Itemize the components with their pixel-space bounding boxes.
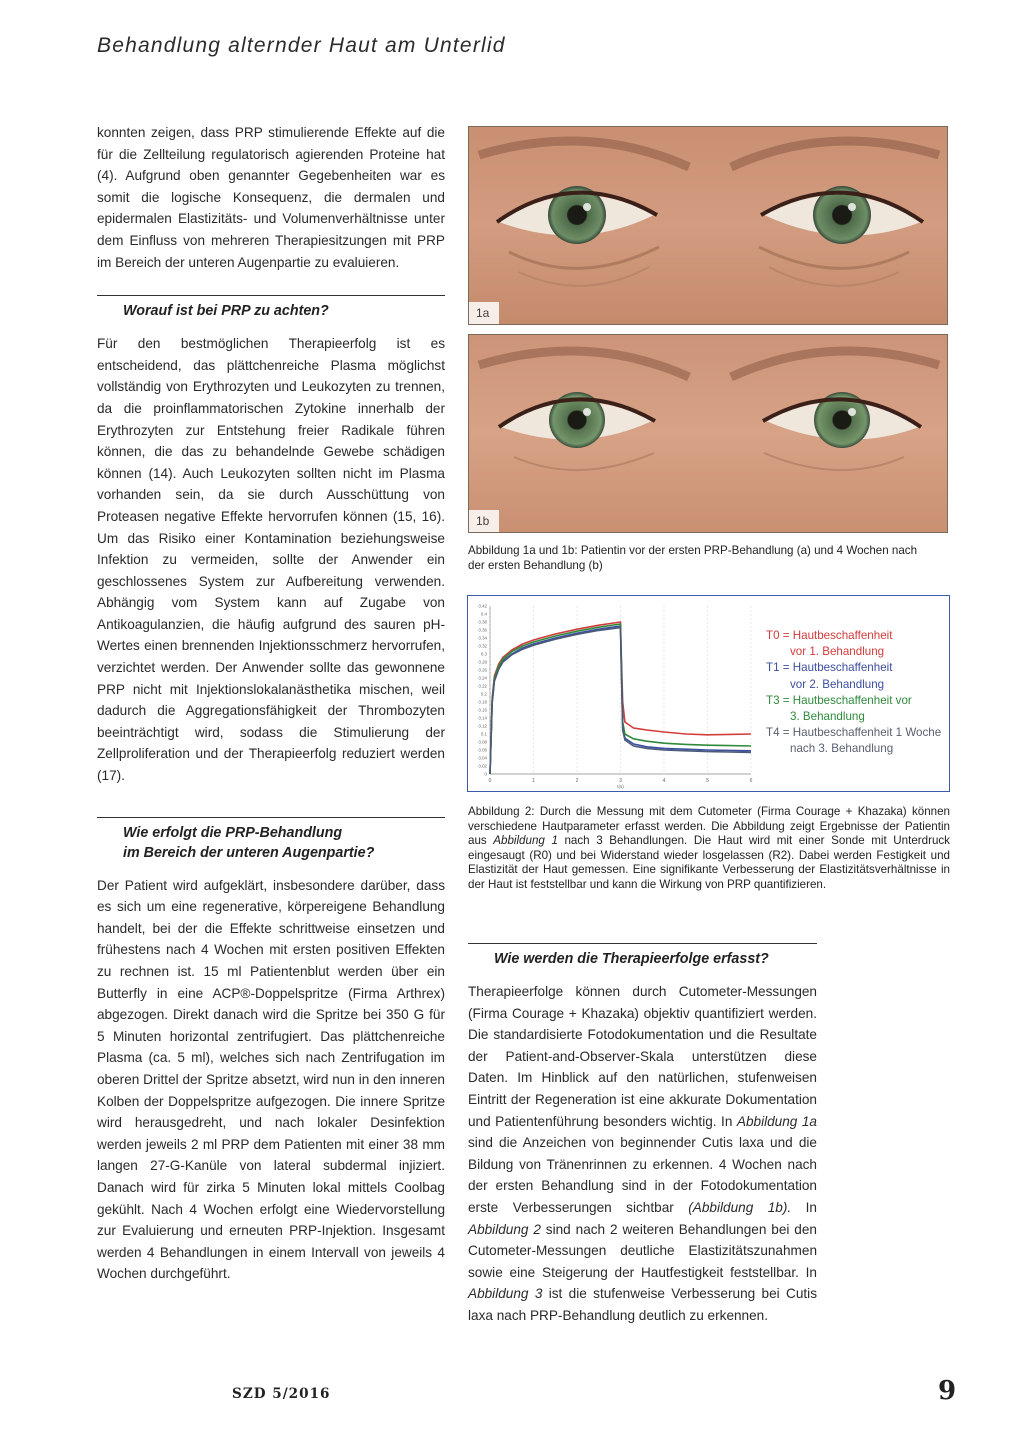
figure2-caption-part2: nach 3 Behandlungen. Die Haut wird mit einer Sonde mit Unterdruck eingesaugt (R0) und bei Widerstand wieder losgelassen (R2). Dabei werden Festigkeit und Elastizität der Haut gemessen. Eine signifikante Verbesserung der Elastizitätsverhältnisse in der Haut ist feststellbar und kann die Wirkung von PRP quantifizieren. bbox=[468, 834, 950, 891]
right-column bbox=[468, 943, 817, 1327]
figure2-caption bbox=[468, 805, 950, 893]
chart-x-tick-label: 5 bbox=[706, 778, 709, 784]
chart-y-tick-label: 0.38 bbox=[478, 619, 487, 625]
legend-t4 bbox=[766, 725, 941, 757]
chart-y-tick-label: 0.24 bbox=[478, 675, 487, 681]
chart-x-tick-label: 4 bbox=[662, 778, 666, 784]
legend-t4-line2: nach 3. Behandlung bbox=[790, 742, 894, 756]
results-ref-3: Abbildung 3 bbox=[468, 1286, 543, 1302]
therapy-results-paragraph bbox=[468, 981, 817, 1327]
chart-x-axis-label: t(s) bbox=[617, 784, 624, 789]
legend-t0-line2: vor 1. Behandlung bbox=[790, 645, 885, 659]
chart-y-tick-label: 0.28 bbox=[478, 659, 487, 665]
chart-legend bbox=[766, 628, 941, 758]
results-text-2: sind die Anzeichen von beginnender Cutis laxa und die Bildung von Tränenrinnen zu erkennen. 4 Wochen nach der ersten Behandlung sind in der Fotodokumentation erste Verbesserungen sichtbar bbox=[468, 1135, 817, 1215]
section-heading-line2: im Bereich der unteren Augenpartie? bbox=[123, 844, 375, 861]
chart-axes bbox=[478, 604, 752, 789]
legend-t0 bbox=[766, 628, 941, 660]
chart-x-tick-label: 2 bbox=[575, 778, 579, 784]
chart-y-tick-label: 0.36 bbox=[478, 627, 487, 633]
chart-y-tick-label: 0.32 bbox=[478, 643, 487, 649]
results-ref-2: Abbildung 2 bbox=[468, 1221, 541, 1237]
chart-y-tick-label: 0.3 bbox=[480, 651, 487, 657]
chart-series-t4 bbox=[490, 628, 751, 774]
chart-y-tick-label: 0.1 bbox=[480, 731, 487, 737]
legend-t3 bbox=[766, 693, 941, 725]
chart-x-tick-label: 6 bbox=[749, 778, 753, 784]
legend-t3-line2: 3. Behandlung bbox=[790, 710, 865, 724]
running-head: Behandlung alternder Haut am Unterlid bbox=[97, 34, 506, 57]
prp-precautions-paragraph: Für den bestmöglichen Therapieerfolg ist es entscheidend, das plättchenreiche Plasma möglichst vollständig von Erythrozyten und Leukozyten zu trennen, da die proinflammatorischen Zytokine innerhalb der Erythrozyten zur Entstehung freier Radikale führen können, die das zu behandelnde Gewebe schädigen können (14). Auch Leukozyten sollten nicht im Plasma vorhanden sein, da sie durch Ausschüttung von Proteasen negative Effekte hervorrufen können (15, 16). Um das Risiko einer Kontamination beziehungsweise Infektion zu vermeiden, sollte der Anwender ein geschlossenes System zur Aufbereitung verwenden. Abhängig vom System kann auf Zugabe von Antikoagulanzien, die häufig aufgrund des sauren pH-Wertes einen brennenden Injektionsschmerz hervorrufen, verzichtet werden. Der Anwender sollte das gewonnene PRP nicht mit Injektionslokalanästhetika mischen, weil dadurch die Aggregationsfähigkeit der Thrombozyten beeinträchtigt wird, sodass die Stimulierung der Zellproliferation und der Therapieerfolg reduziert werden (17). bbox=[97, 336, 445, 784]
chart-y-tick-label: 0.18 bbox=[478, 699, 487, 705]
legend-t1 bbox=[766, 660, 941, 692]
results-text-3: In bbox=[791, 1199, 817, 1215]
photo-1a bbox=[468, 126, 948, 325]
eyes-photo-after bbox=[469, 335, 947, 532]
chart-y-tick-label: 0.12 bbox=[478, 723, 487, 729]
left-column bbox=[97, 122, 445, 1285]
figure1-caption: Abbildung 1a und 1b: Patientin vor der ersten PRP-Behandlung (a) und 4 Wochen nach der ersten Behandlung (b) bbox=[468, 544, 918, 572]
photo-1b-label: 1b bbox=[469, 510, 499, 532]
legend-t1-line1: T1 = Hautbeschaffenheit bbox=[766, 661, 893, 675]
chart-y-tick-label: 0.06 bbox=[478, 747, 487, 753]
journal-issue: SZD 5/2016 bbox=[232, 1386, 331, 1402]
chart-y-tick-label: 0.4 bbox=[480, 611, 487, 617]
results-text-1: Therapieerfolge können durch Cutometer-Messungen (Firma Courage + Khazaka) objektiv quantifiziert werden. Die standardisierte Fotodokumentation und die Resultate der Patient-and-Observer-Skala unterstützen diese Daten. Im Hinblick auf den natürlichen, stufenweisen Eintritt der Regeneration ist eine akkurate Dokumentation und Patientenführung besonders wichtig. In bbox=[468, 984, 817, 1129]
figure2-caption-ref: Abbildung 1 bbox=[493, 834, 558, 848]
chart-x-tick-label: 3 bbox=[619, 778, 622, 784]
chart-y-tick-label: 0.16 bbox=[478, 707, 487, 713]
eyes-photo-before bbox=[469, 127, 947, 324]
chart-y-tick-label: 0.34 bbox=[478, 635, 487, 641]
legend-t4-line1: T4 = Hautbeschaffenheit 1 Woche bbox=[766, 726, 942, 740]
chart-y-tick-label: 0.2 bbox=[480, 691, 487, 697]
chart-y-tick-label: 0.04 bbox=[478, 755, 487, 761]
prp-procedure-paragraph: Der Patient wird aufgeklärt, insbesondere darüber, dass es sich um eine regenerative, körpereigene Behandlung handelt, bei der die Effekte schrittweise einsetzen und frühestens nach 4 Wochen mit ersten positiven Effekten zu rechnen ist. 15 ml Patientenblut werden über ein Butterfly in eine ACP®-Doppelspritze (Firma Arthrex) abgezogen. Direkt danach wird die Spritze bei 350 G für 5 Minuten horizontal zentrifugiert. Das plättchenreiche Plasma (ca. 5 ml), welches sich nach Zentrifugation im oberen Drittel der Spritze absetzt, wird nun in den inneren Kolben der Doppelspritze aufgezogen. Die innere Spritze wird herausgedreht, und nach lokaler Desinfektion werden jeweils 2 ml PRP dem Patienten mit einer 38 mm langen 27-G-Kanüle von lateral subdermal injiziert. Danach wird für zirka 5 Minuten lokal mittels Coolbag gekühlt. Nach 4 Wochen erfolgt eine Wiedervorstellung zur Evaluierung und erneuten PRP-Injektion. Insgesamt werden 4 Behandlungen in einem Intervall von jeweils 4 Wochen durchgeführt. bbox=[97, 877, 445, 1282]
intro-paragraph: konnten zeigen, dass PRP stimulierende Effekte auf die für die Zellteilung regulatorisch agierenden Proteine hat (4). Aufgrund oben genannter Gegebenheiten war es somit die logische Konsequenz, die dermalen und epidermalen Elastizitäts- und Volumenverhältnisse unter dem Einfluss von mehreren Therapiesitzungen mit PRP im Bereich der unteren Augenpartie zu evaluieren. bbox=[97, 125, 445, 270]
section-heading-line1: Wie erfolgt die PRP-Behandlung bbox=[123, 824, 343, 841]
chart-y-tick-label: 0.02 bbox=[478, 763, 487, 769]
chart-y-tick-label: 0.14 bbox=[478, 715, 487, 721]
chart-y-tick-label: 0.22 bbox=[478, 683, 487, 689]
photo-1b bbox=[468, 334, 948, 533]
chart-y-tick-label: 0 bbox=[484, 771, 487, 777]
results-ref-1a: Abbildung 1a bbox=[736, 1113, 817, 1129]
section-heading-prp-precautions: Worauf ist bei PRP zu achten? bbox=[97, 295, 445, 321]
legend-t3-line1: T3 = Hautbeschaffenheit vor bbox=[766, 693, 912, 707]
results-text-4: sind nach 2 weiteren Behandlungen bei den Cutometer-Messungen deutliche Elastizitätszunahmen sowie eine Steigerung der Hautfestigkeit feststellbar. In bbox=[468, 1221, 817, 1280]
chart-x-tick-label: 1 bbox=[532, 778, 535, 784]
results-text-5: ist die stufenweise Verbesserung bei Cutis laxa nach PRP-Behandlung deutlich zu erkennen. bbox=[468, 1286, 817, 1323]
section-heading-prp-procedure bbox=[97, 817, 445, 863]
legend-t1-line2: vor 2. Behandlung bbox=[790, 677, 885, 691]
chart-x-tick-label: 0 bbox=[488, 778, 492, 784]
page-number: 9 bbox=[938, 1376, 957, 1406]
legend-t0-line1: T0 = Hautbeschaffenheit bbox=[766, 629, 893, 642]
figure2-caption-part1: Abbildung 2: Durch die Messung mit dem Cutometer (Firma Courage + Khazaka) können verschiedene Hautparameter erfasst werden. Die Abbildung zeigt Ergebnisse der Patientin aus bbox=[468, 805, 950, 848]
chart-y-tick-label: 0.26 bbox=[478, 667, 487, 673]
results-ref-1b: (Abbildung 1b). bbox=[688, 1199, 792, 1215]
chart-y-tick-label: 0.42 bbox=[478, 603, 487, 609]
chart-y-tick-label: 0.08 bbox=[478, 739, 487, 745]
photo-1a-label: 1a bbox=[469, 302, 499, 324]
section-heading-therapy-results: Wie werden die Therapieerfolge erfasst? bbox=[468, 943, 817, 969]
